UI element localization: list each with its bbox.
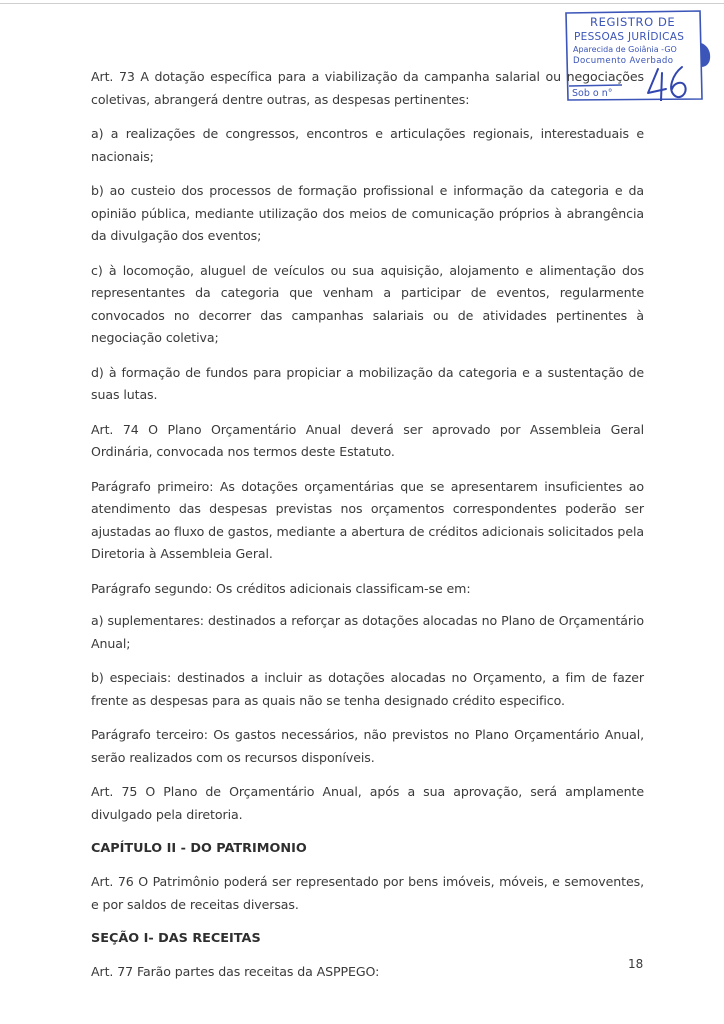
stamp-handwritten-number xyxy=(648,67,686,101)
art-75: Art. 75 O Plano de Orçamentário Anual, após a sua aprovação, será amplamente divulgado pela diretoria. xyxy=(91,784,644,822)
art-73-item-c: c) à locomoção, aluguel de veículos ou sua aquisição, alojamento e alimentação dos representantes da categoria que venham a participar de eventos, regularmente convocados no decorrer das campanhas salariais ou de atividades pertinentes à negociação coletiva; xyxy=(91,262,644,345)
art-73: Art. 73 A dotação específica para a viabilização da campanha salarial ou negociações coletivas, abrangerá dentre outras, as despesas pertinentes: xyxy=(91,69,644,107)
art-74-paragraph-3: Parágrafo terceiro: Os gastos necessários, não previstos no Plano Orçamentário Anual, serão realizados com os recursos disponíveis. xyxy=(91,727,644,765)
art-74-paragraph-2-item-b: b) especiais: destinados a incluir as dotações alocadas no Orçamento, a fim de fazer frente as despesas para as quais não se tenha designado crédito especifico. xyxy=(91,670,644,708)
stamp-line-4: Documento Averbado xyxy=(573,56,674,66)
stamp-line-5: Sob o n° xyxy=(572,88,613,99)
art-73-item-b: b) ao custeio dos processos de formação profissional e informação da categoria e da opinião pública, mediante utilização dos meios de comunicação próprios à abrangência da divulgação dos eventos; xyxy=(91,183,644,243)
art-73-item-a: a) a realizações de congressos, encontros e articulações regionais, interestaduais e nacionais; xyxy=(91,126,644,164)
art-76: Art. 76 O Patrimônio poderá ser representado por bens imóveis, móveis, e semoventes, e por saldos de receitas diversas. xyxy=(91,874,644,912)
section-1-heading: SEÇÃO I- DAS RECEITAS xyxy=(91,931,261,946)
page-number: 18 xyxy=(628,957,644,971)
stamp-line-3: Aparecida de Goiânia -GO xyxy=(573,45,677,54)
stamp-line-1: REGISTRO DE xyxy=(590,15,676,29)
top-scan-rule xyxy=(0,3,724,4)
art-74-paragraph-2-item-a: a) suplementares: destinados a reforçar as dotações alocadas no Plano de Orçamentário Anual; xyxy=(91,613,644,651)
art-73-item-d: d) à formação de fundos para propiciar a mobilização da categoria e a sustentação de suas lutas. xyxy=(91,364,644,402)
art-74: Art. 74 O Plano Orçamentário Anual deverá ser aprovado por Assembleia Geral Ordinária, convocada nos termos deste Estatuto. xyxy=(91,421,644,459)
art-74-paragraph-1: Parágrafo primeiro: As dotações orçamentárias que se apresentarem insuficientes ao atendimento das despesas previstas nos orçamentos correspondentes poderão ser ajustadas ao fluxo de gastos, mediante a abertura de créditos adicionais solicitados pela Diretoria à Assembleia Geral. xyxy=(91,478,644,561)
art-77: Art. 77 Farão partes das receitas da ASPPEGO: xyxy=(91,964,380,979)
document-page xyxy=(91,66,644,996)
art-74-paragraph-2: Parágrafo segundo: Os créditos adicionais classificam-se em: xyxy=(91,580,471,596)
chapter-2-heading: CAPÍTULO II - DO PATRIMONIO xyxy=(91,841,307,856)
stamp-line-2: PESSOAS JURÍDICAS xyxy=(574,31,685,43)
